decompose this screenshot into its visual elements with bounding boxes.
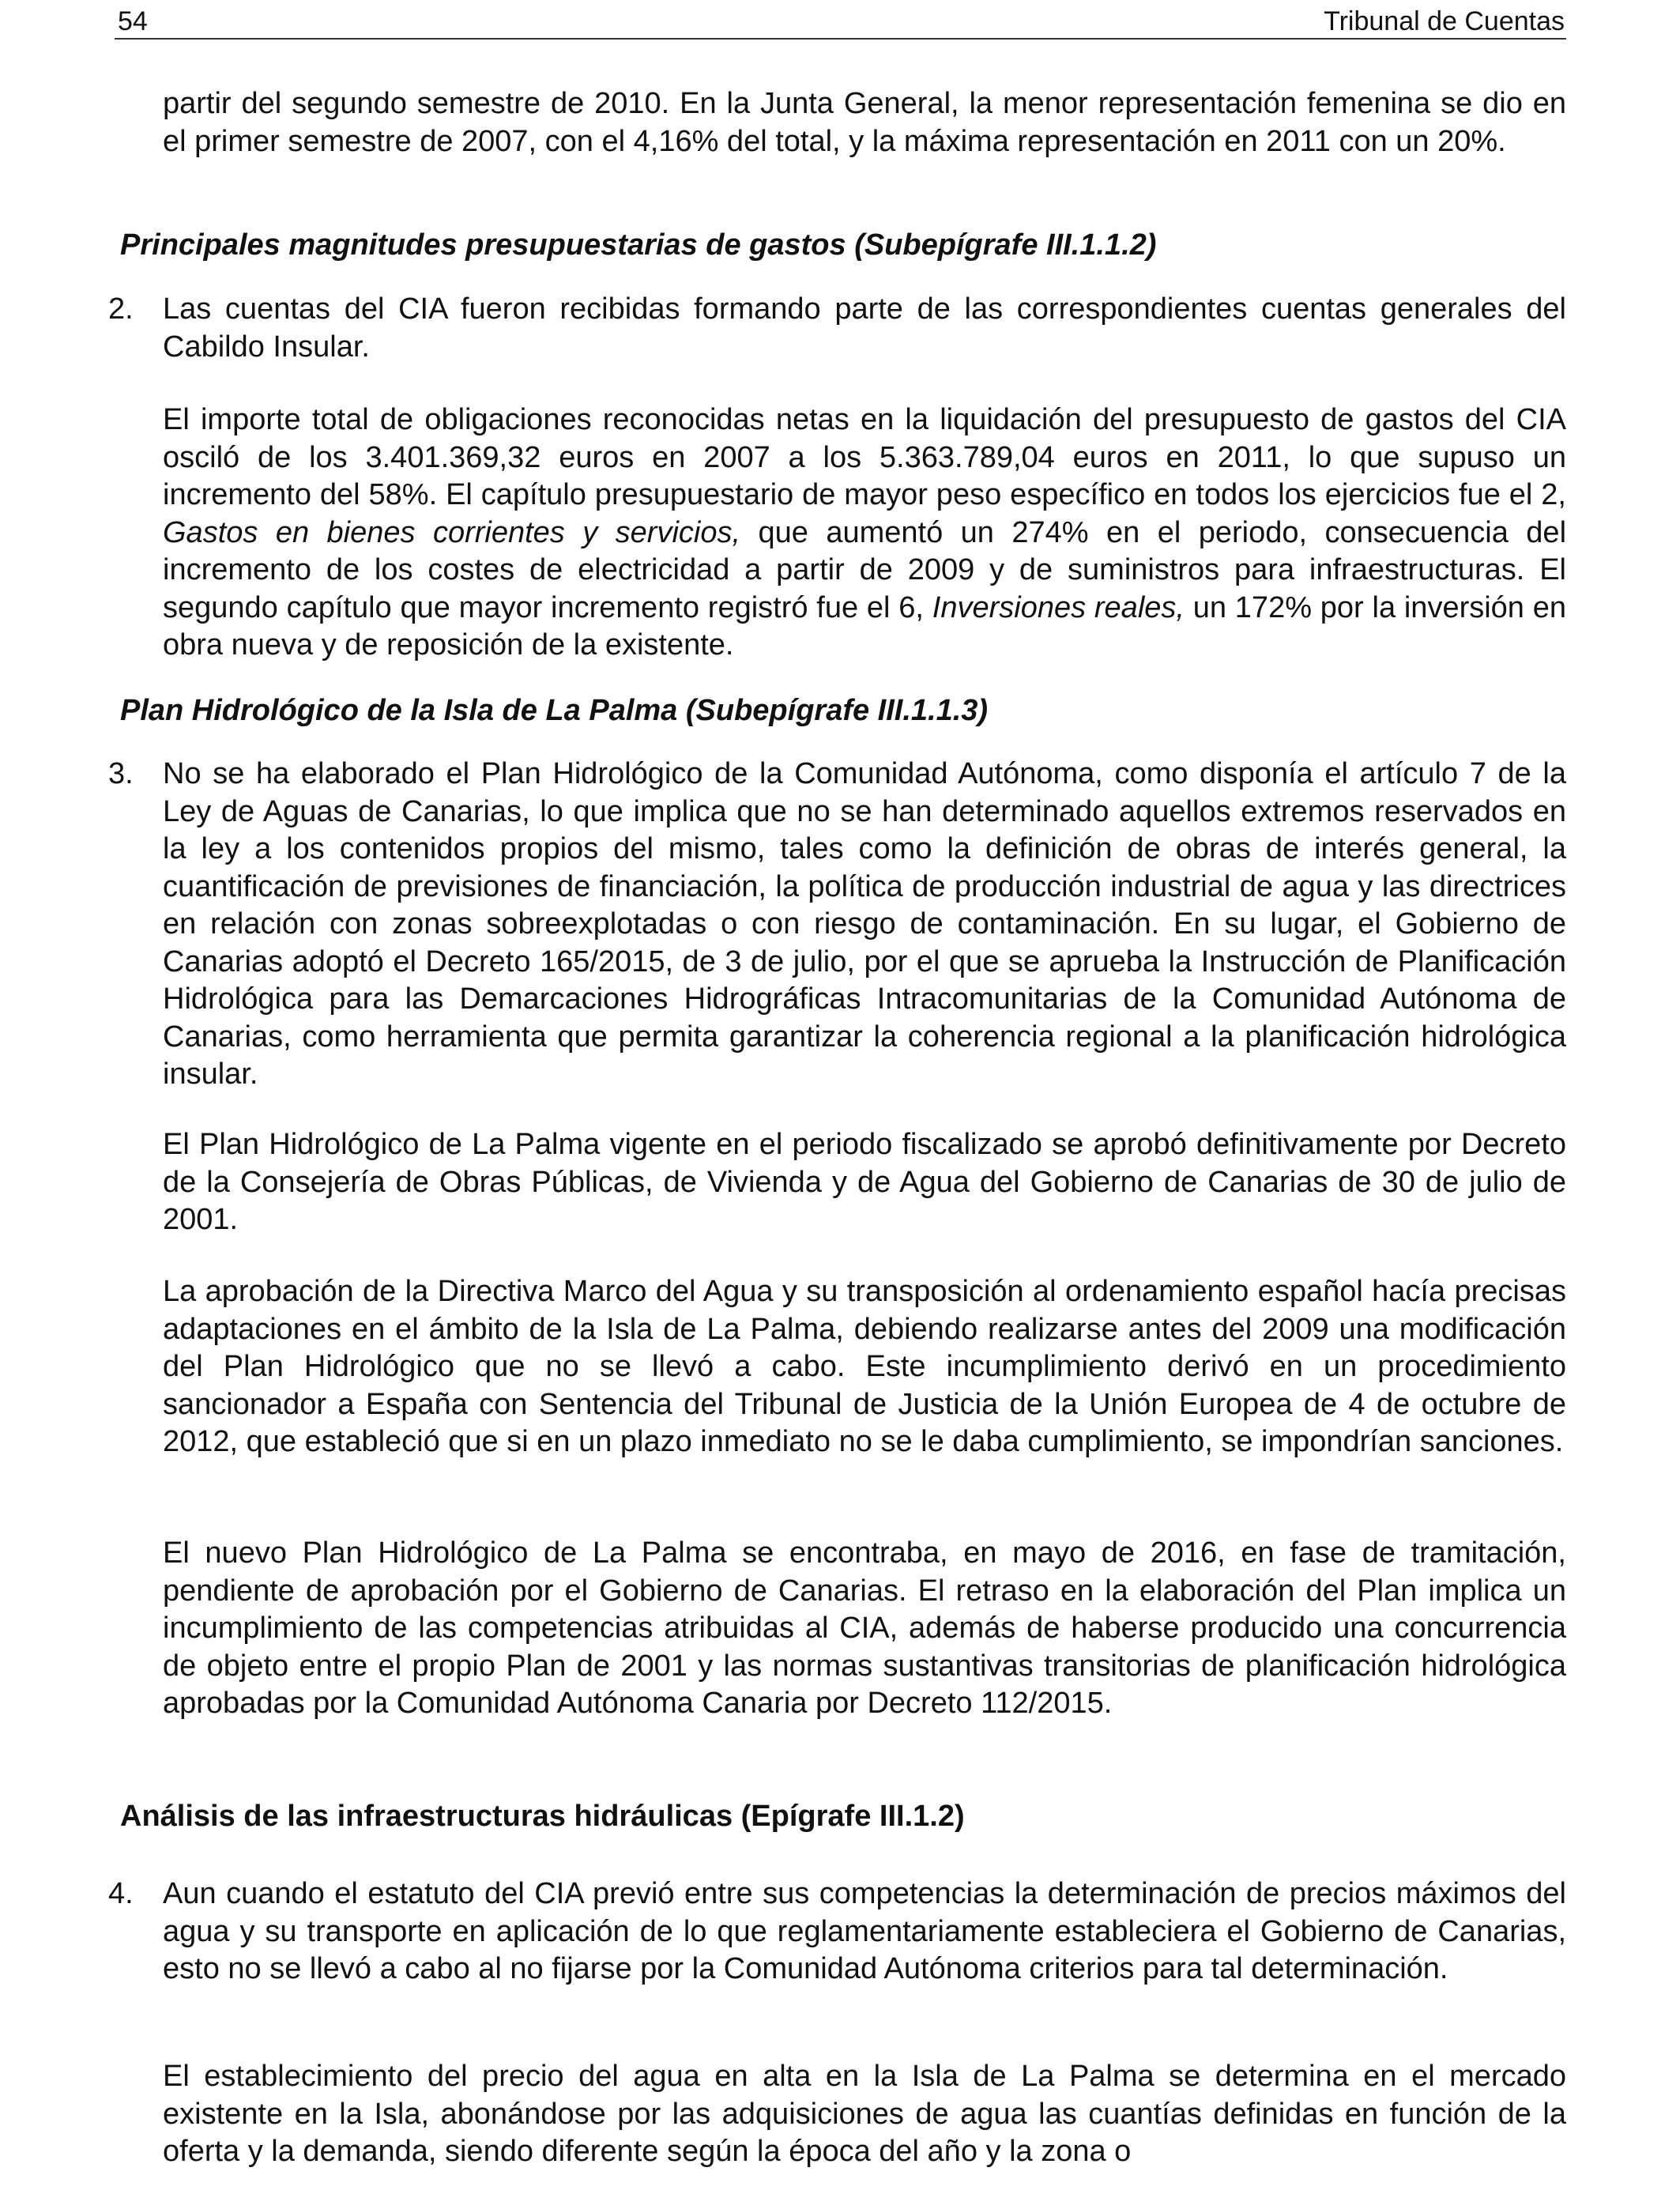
item-number-2: 2. xyxy=(108,292,134,326)
page-number: 54 xyxy=(118,6,148,36)
item-3-paragraph-1: No se ha elaborado el Plan Hidrológico de la Comunidad Autónoma, como disponía el artículo 7 de la Ley de Aguas de Canarias, lo que implica que no se han determinado aquellos extremos reservados en la ley a los contenidos propios del mismo, tales como la definición de obras de interés general, la cuantificación de previsiones de financiación, la política de producción industrial de agua y las directrices en relación con zonas sobreexplotadas o con riesgo de contaminación. En su lugar, el Gobierno de Canarias adoptó el Decreto 165/2015, de 3 de julio, por el que se aprueba la Instrucción de Planificación Hidrológica para las Demarcaciones Hidrográficas Intracomunitarias de la Comunidad Autónoma de Canarias, como herramienta que permita garantizar la coherencia regional a la planificación hidrológica insular. xyxy=(163,757,1566,1091)
italic-term-inversiones: Inversiones reales, xyxy=(932,590,1185,624)
item-2-paragraph-2: El importe total de obligaciones reconocidas netas en la liquidación del presupuesto de gastos del CIA osciló de los 3.401.369,32 euros en 2007 a los 5.363.789,04 euros en 2011, lo que supuso un incremento del 58%. El capítulo presupuestario de mayor peso específico en todos los ejercicios fue el 2, Gastos en bienes corrientes y servicios, que aumentó un 274% en el periodo, consecuencia del incremento de los costes de electricidad a partir de 2009 y de suministros para infraestructuras. El segundo capítulo que mayor incremento registró fue el 6, Inversiones reales, un 172% por la inversión en obra nueva y de reposición de la existente. xyxy=(163,403,1567,662)
section-heading-budget: Principales magnitudes presupuestarias de gastos (Subepígrafe III.1.1.2) xyxy=(120,228,1157,262)
running-title: Tribunal de Cuentas xyxy=(1324,6,1565,36)
item-4-paragraph-1: Aun cuando el estatuto del CIA previó entre sus competencias la determinación de precios máximos del agua y su transporte en aplicación de lo que reglamentariamente estableciera el Gobierno de Canarias, esto no se llevó a cabo al no fijarse por la Comunidad Autónoma criterios para tal determinación. xyxy=(163,1877,1566,1985)
section-heading-infrastructure: Análisis de las infraestructuras hidráulicas (Epígrafe III.1.2) xyxy=(120,1800,965,1833)
item-3-paragraph-4: El nuevo Plan Hidrológico de La Palma se encontraba, en mayo de 2016, en fase de tramitación, pendiente de aprobación por el Gobierno de Canarias. El retraso en la elaboración del Plan implica un incumplimiento de las competencias atribuidas al CIA, además de haberse producido una concurrencia de objeto entre el propio Plan de 2001 y las normas sustantivas transitorias de planificación hidrológica aprobadas por la Comunidad Autónoma Canaria por Decreto 112/2015. xyxy=(163,1536,1566,1720)
italic-term-gastos: Gastos en bienes corrientes y servicios, xyxy=(163,515,741,549)
item-2-paragraph-1: Las cuentas del CIA fueron recibidas formando parte de las correspondientes cuentas generales del Cabildo Insular. xyxy=(163,292,1566,364)
page-header xyxy=(115,5,1566,40)
item-4-paragraph-2: El establecimiento del precio del agua en alta en la Isla de La Palma se determina en el mercado existente en la Isla, abonándose por las adquisiciones de agua las cuantías definidas en función de la oferta y la demanda, siendo diferente según la época del año y la zona o xyxy=(163,2060,1566,2168)
section-heading-hydrological-plan: Plan Hidrológico de la Isla de La Palma (Subepígrafe III.1.1.3) xyxy=(120,694,989,727)
item-3-paragraph-2: El Plan Hidrológico de La Palma vigente en el periodo fiscalizado se aprobó definitivamente por Decreto de la Consejería de Obras Públicas, de Vivienda y de Agua del Gobierno de Canarias de 30 de julio de 2001. xyxy=(163,1128,1566,1236)
intro-paragraph: partir del segundo semestre de 2010. En la Junta General, la menor representación femenina se dio en el primer semestre de 2007, con el 4,16% del total, y la máxima representación en 2011 con un 20%. xyxy=(163,87,1566,158)
item-number-4: 4. xyxy=(108,1877,134,1910)
item-number-3: 3. xyxy=(108,757,134,790)
item-3-paragraph-3: La aprobación de la Directiva Marco del Agua y su transposición al ordenamiento español hacía precisas adaptaciones en el ámbito de la Isla de La Palma, debiendo realizarse antes del 2009 una modificación del Plan Hidrológico que no se llevó a cabo. Este incumplimiento derivó en un procedimiento sancionador a España con Sentencia del Tribunal de Justicia de la Unión Europea de 4 de octubre de 2012, que estableció que si en un plazo inmediato no se le daba cumplimiento, se impondrían sanciones. xyxy=(163,1275,1566,1458)
